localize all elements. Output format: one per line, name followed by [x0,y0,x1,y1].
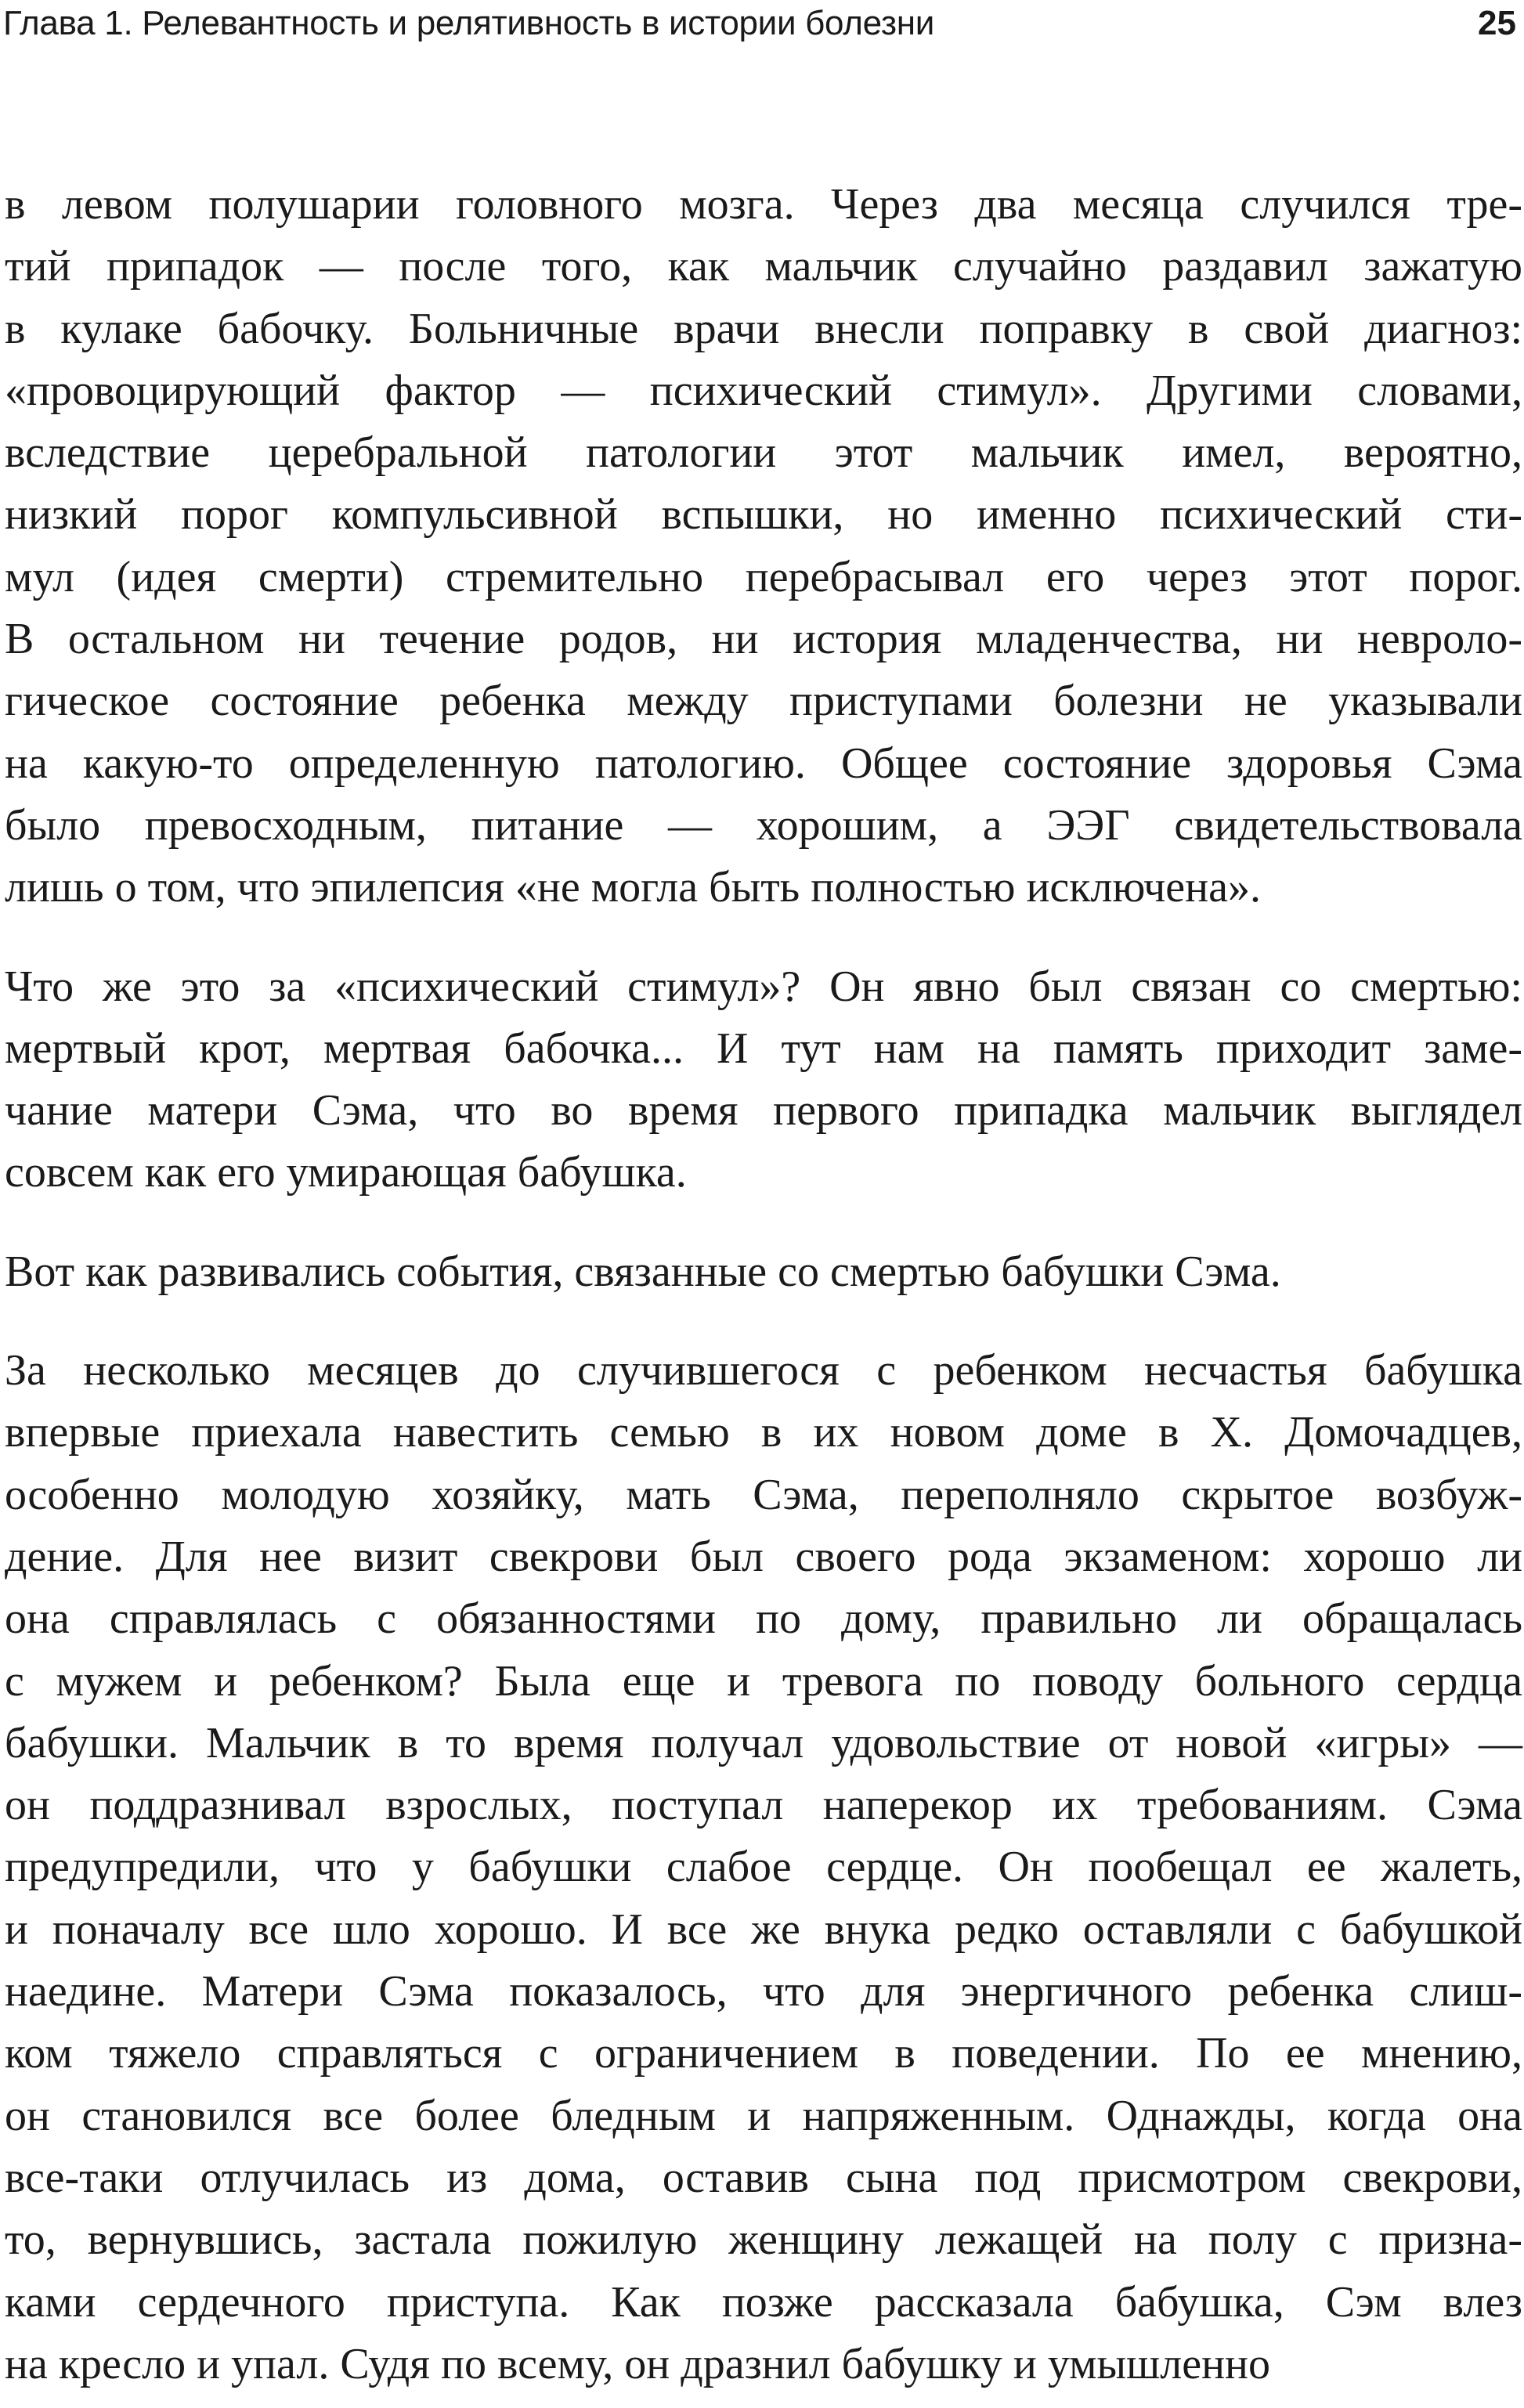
text-line: она справлялась с обязанностями по дому, правильно ли обращалась [5,1594,1522,1644]
text-line: совсем как его умирающая бабушка. [5,1148,687,1197]
text-line: в левом полушарии головного мозга. Через два месяца случился тре- [5,180,1522,229]
text-line: В остальном ни течение родов, ни история младенчества, ни невроло- [5,615,1522,664]
text-line: он поддразнивал взрослых, поступал наперекор их требованиям. Сэма [5,1781,1522,1830]
text-line: гическое состояние ребенка между приступами болезни не указывали [5,677,1522,726]
text-line: наедине. Матери Сэма показалось, что для энергичного ребенка слиш- [5,1967,1522,2016]
text-line: мертвый крот, мертвая бабочка... И тут нам на память приходит заме- [5,1023,1522,1073]
text-line: в кулаке бабочку. Больничные врачи внесли поправку в свой диагноз: [5,304,1522,353]
text-line: на какую-то определенную патологию. Общее состояние здоровья Сэма [5,738,1522,788]
text-line: на кресло и упал. Судя по всему, он дразнил бабушку и умышленно [5,2339,1271,2388]
text-line: Вот как развивались события, связанные со смертью бабушки Сэма. [5,1247,1281,1296]
paragraph [5,1340,1524,2395]
text-line: он становился все более бледным и напряженным. Однажды, когда она [5,2091,1522,2140]
text-line: было превосходным, питание — хорошим, а ЭЭГ свидетельствовала [5,800,1522,850]
text-line: тий припадок — после того, как мальчик случайно раздавил зажатую [5,242,1522,291]
text-line: лишь о том, что эпилепсия «не могла быть полностью исключена». [5,863,1261,912]
text-line: ком тяжело справляться с ограничением в поведении. По ее мнению, [5,2029,1522,2078]
page-number: 25 [1478,4,1516,42]
body-text [5,174,1524,2395]
text-line: все-таки отлучилась из дома, оставив сына под присмотром свекрови, [5,2153,1522,2202]
text-line: мул (идея смерти) стремительно перебрасывал его через этот порог. [5,552,1522,601]
text-line: предупредили, что у бабушки слабое сердце. Он пообещал ее жалеть, [5,1843,1522,1892]
paragraph [5,1241,1524,1303]
chapter-title: Глава 1. Релевантность и релятивность в истории болезни [3,4,934,42]
text-line: бабушки. Мальчик в то время получал удовольствие от новой «игры» — [5,1718,1522,1767]
text-line: с мужем и ребенком? Была еще и тревога по поводу больного сердца [5,1656,1522,1706]
text-line: низкий порог компульсивной вспышки, но именно психический сти- [5,490,1522,540]
text-line: впервые приехала навестить семью в их новом доме в Х. Домочадцев, [5,1408,1522,1457]
text-line: чание матери Сэма, что во время первого припадка мальчик выглядел [5,1086,1522,1135]
paragraph [5,174,1524,919]
text-line: то, вернувшись, застала пожилую женщину лежащей на полу с призна- [5,2215,1522,2265]
text-line: особенно молодую хозяйку, мать Сэма, переполняло скрытое возбуж- [5,1470,1522,1519]
running-header [0,0,1524,47]
text-line: Что же это за «психический стимул»? Он явно был связан со смертью: [5,962,1522,1011]
text-line: За несколько месяцев до случившегося с ребенком несчастья бабушка [5,1346,1522,1395]
paragraph [5,956,1524,1204]
text-line: ками сердечного приступа. Как позже рассказала бабушка, Сэм влез [5,2277,1522,2327]
text-line: и поначалу все шло хорошо. И все же внука редко оставляли с бабушкой [5,1904,1522,1954]
text-line: дение. Для нее визит свекрови был своего рода экзаменом: хорошо ли [5,1532,1522,1581]
text-line: вследствие церебральной патологии этот мальчик имел, вероятно, [5,428,1522,478]
text-line: «провоцирующий фактор — психический стимул». Другими словами, [5,366,1522,415]
